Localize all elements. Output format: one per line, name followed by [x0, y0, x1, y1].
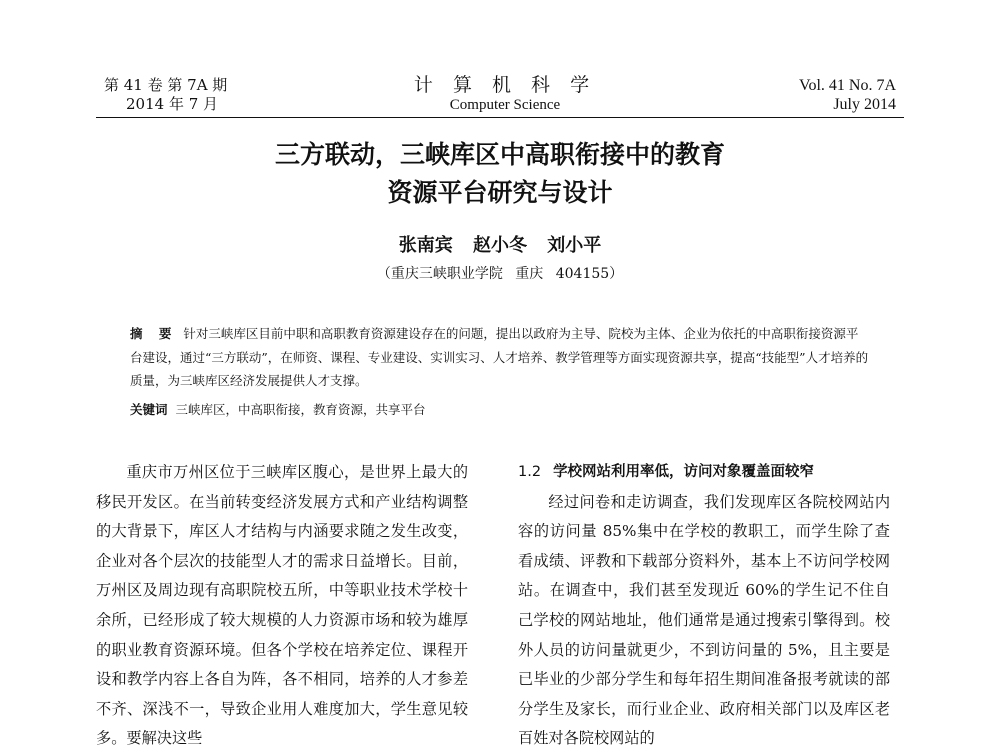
- body-column-left: [96, 458, 468, 754]
- title-line-1: 三方联动，三峡库区中高职衔接中的教育: [274, 140, 725, 169]
- keywords-label: 关键词: [130, 402, 168, 417]
- abstract-text: 针对三峡库区目前中职和高职教育资源建设存在的问题，提出以政府为主导、院校为主体、企业为依托的中高职衔接资源平台建设，通过“三方联动”，在师资、课程、专业建设、实训实习、人才培养、教学管理等方面实现资源共享，提高“技能型”人才培养的质量，为三峡库区经济发展提供人才支撑。: [130, 326, 869, 388]
- intro-paragraph: 重庆市万州区位于三峡库区腹心，是世界上最大的移民开发区。在当前转变经济发展方式和产业结构调整的大背景下，库区人才结构与内涵要求随之发生改变，企业对各个层次的技能型人才的需求日益增长。目前，万州区及周边现有高职院校五所，中等职业技术学校十余所，已经形成了较大规模的人力资源市场和较为雄厚的职业教育资源环境。但各个学校在培养定位、课程开设和教学内容上各自为阵，各不相同，培养的人才参差不齐、深浅不一，导致企业用人难度加大，学生意见较多。要解决这些: [96, 463, 468, 748]
- authors: 张南宾 赵小冬 刘小平: [398, 235, 602, 256]
- keywords: [130, 398, 870, 421]
- journal-name: [400, 74, 610, 114]
- section-number: 1.2: [518, 464, 542, 480]
- header-right: [799, 76, 896, 114]
- body-column-right: [518, 458, 890, 754]
- header-left: [104, 76, 227, 114]
- journal-name-en: Computer Science: [449, 97, 561, 113]
- section-paragraph: 经过问卷和走访调查，我们发现库区各院校网站内容的访问量 85%集中在学校的教职工，而学生除了查看成绩、评教和下载部分资料外，基本上不访问学校网站。在调查中，我们甚至发现近 60%的学生记不住自己学校的网站地址，他们通常是通过搜索引擎得到。校外人员的访问量就更少，不到访问量的 5%，且主要是已毕业的少部分学生和每年招生期间准备报考就读的部分学生及家长，而行业企业、政府相关部门以及库区老百姓对各院校网站的: [518, 492, 890, 748]
- date-en: July 2014: [833, 96, 896, 113]
- paper-title: [150, 136, 850, 212]
- section-title: 学校网站利用率低，访问对象覆盖面较窄: [553, 464, 815, 480]
- header-rule: [96, 117, 904, 118]
- affiliation: （重庆三峡职业学院 重庆 404155）: [376, 266, 624, 282]
- volume-issue-cn: 第 41 卷 第 7A 期: [104, 76, 228, 94]
- title-line-2: 资源平台研究与设计: [387, 178, 613, 207]
- keywords-text: 三峡库区，中高职衔接，教育资源，共享平台: [175, 402, 426, 417]
- abstract: [130, 322, 870, 393]
- section-heading: [518, 458, 890, 488]
- abstract-label: 摘 要: [130, 326, 178, 341]
- journal-name-cn: 计 算 机 科 学: [413, 74, 597, 96]
- date-cn: 2014 年 7 月: [126, 95, 219, 113]
- volume-issue-en: Vol. 41 No. 7A: [798, 77, 896, 94]
